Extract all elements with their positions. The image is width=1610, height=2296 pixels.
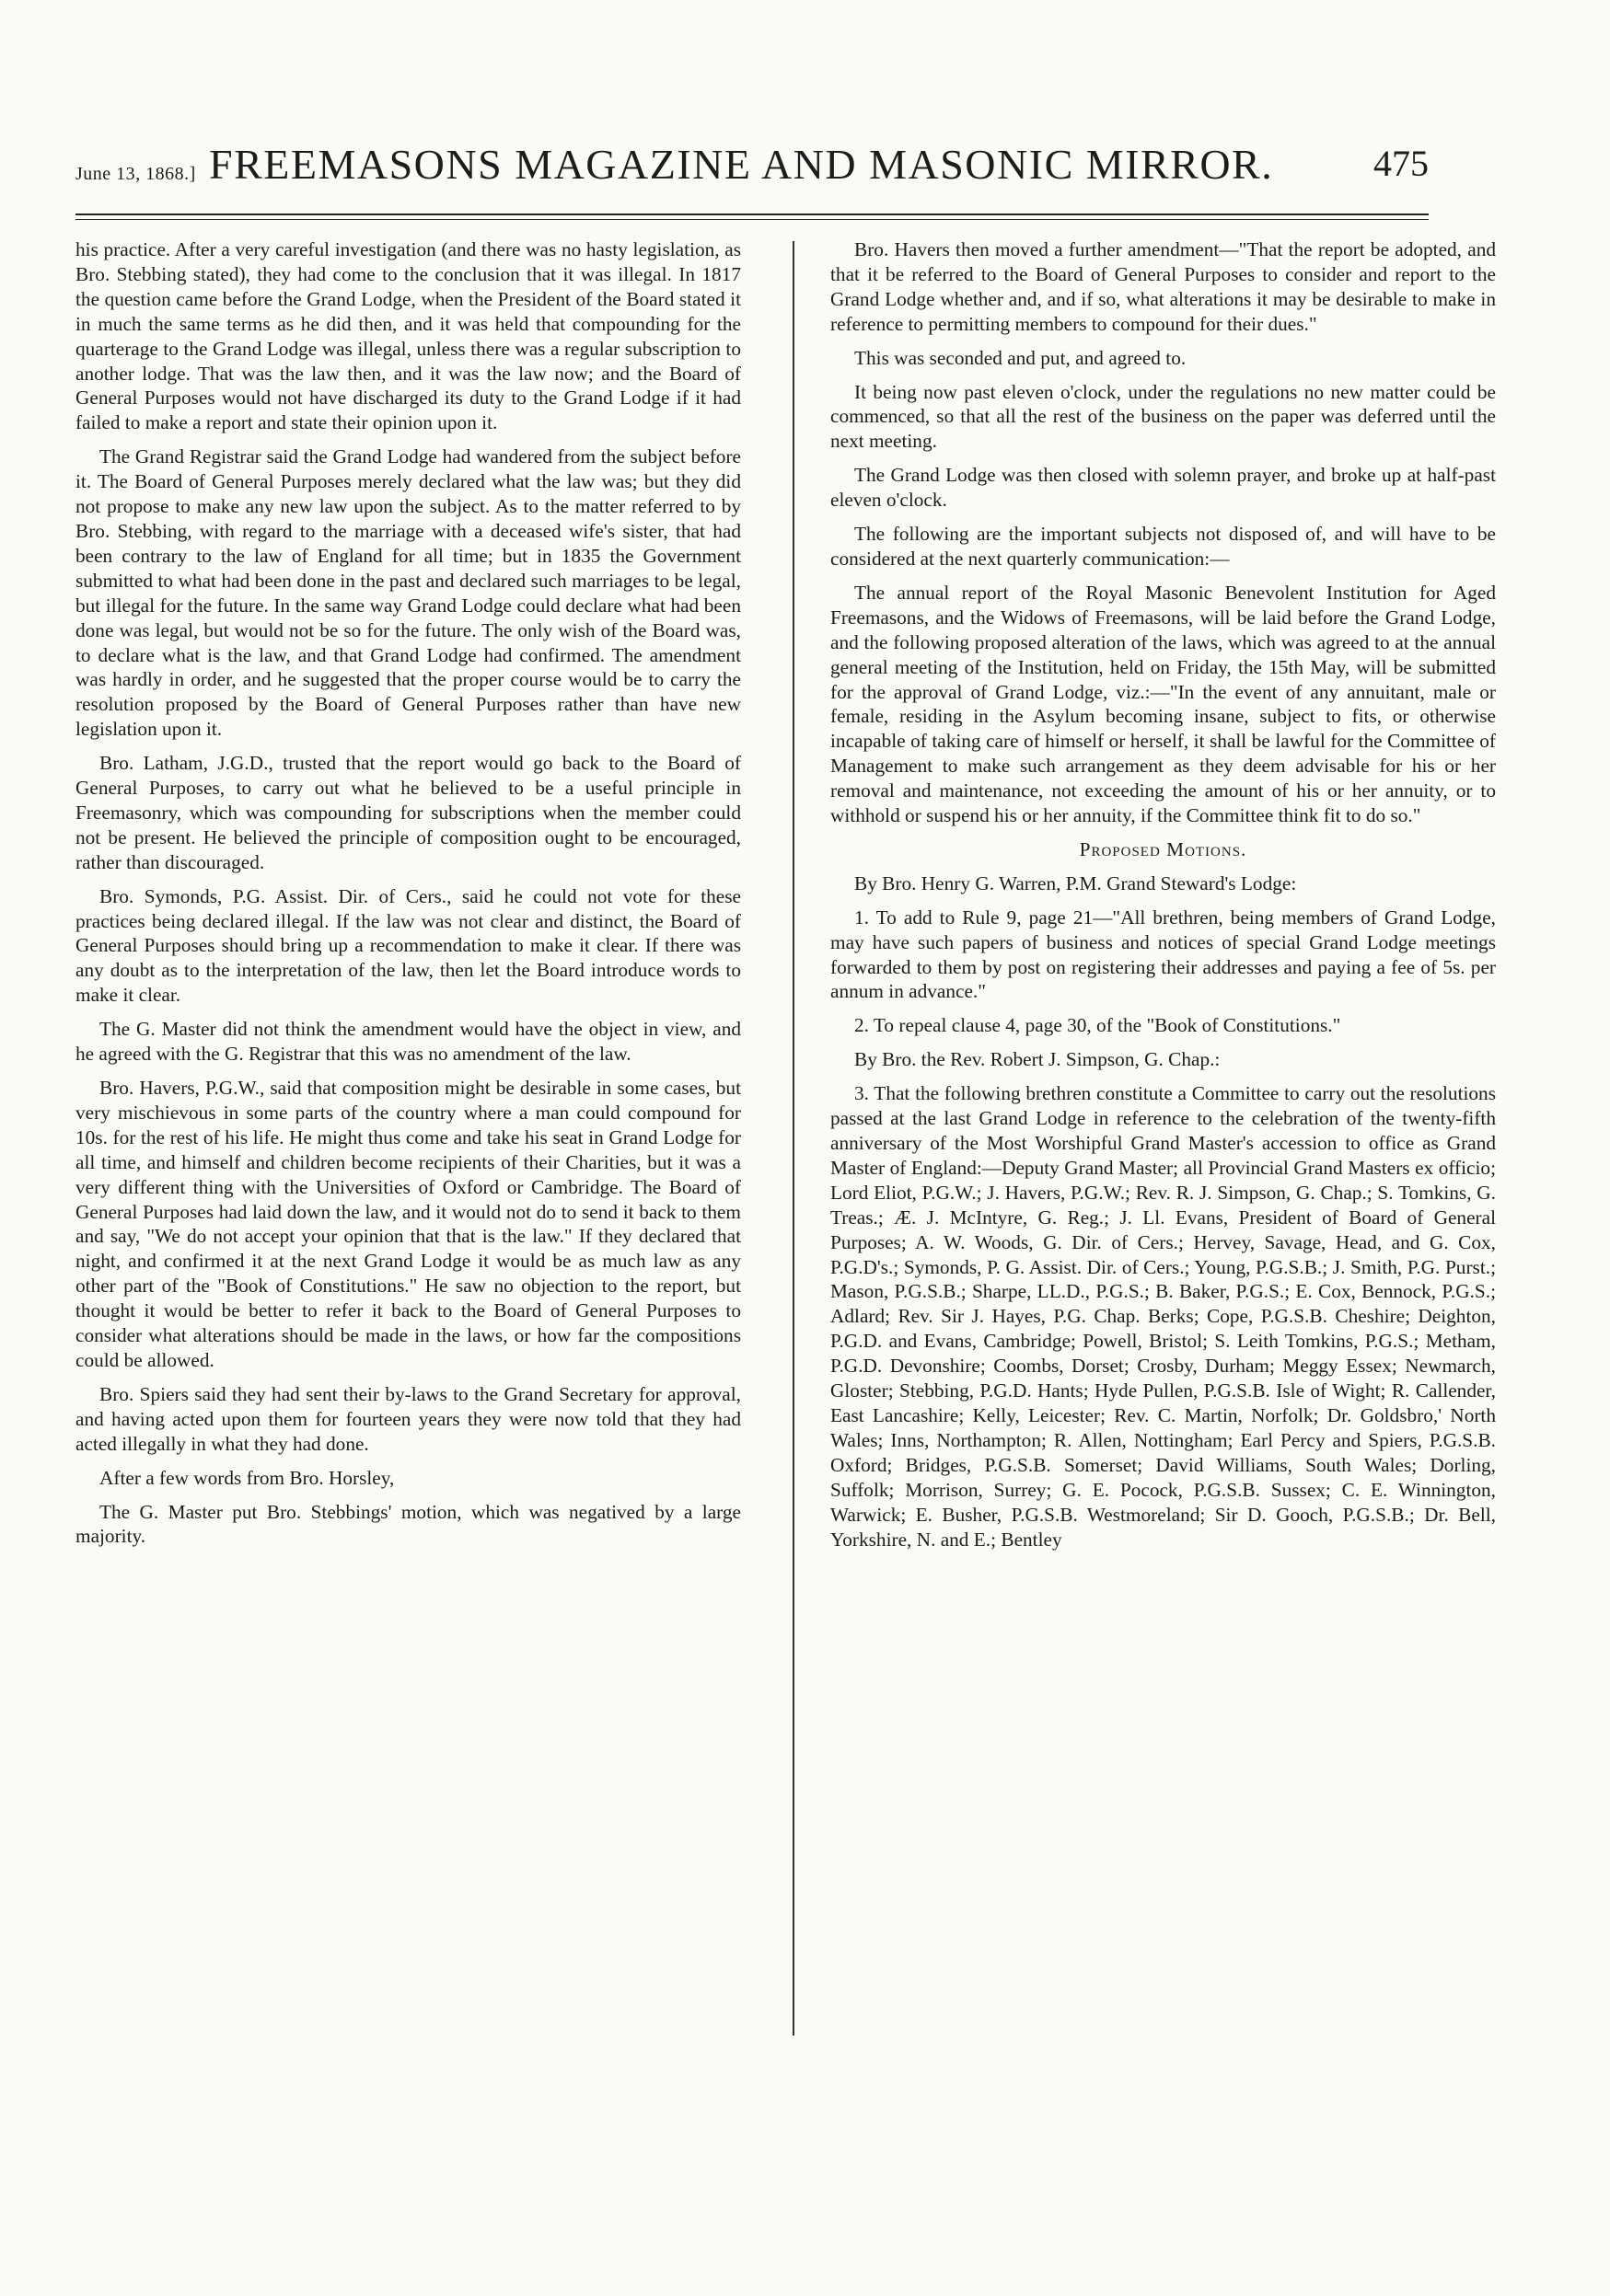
paragraph: The G. Master did not think the amendment would have the object in view, and he agreed with the G. Registrar that this was no amendment of the law. xyxy=(75,1018,741,1066)
paragraph: Bro. Latham, J.G.D., trusted that the report would go back to the Board of General Purposes, to carry out what he believed to be a useful principle in Freemasonry, which was compounding for subscriptions when the member could not be present. He believed the principle of composition ought to be encouraged, rather than discouraged. xyxy=(75,752,741,873)
paragraph: The Grand Registrar said the Grand Lodge had wandered from the subject before it. The Board of General Purposes merely declared what the law was; but they did not propose to make any new law upon the subject. As to the matter referred to by Bro. Stebbing, with regard to the marriage with a deceased wife's sister, that had been contrary to the law of England for all time; but in 1835 the Government submitted to what had been done in the past and declared such marriages to be legal, but illegal for the future. In the same way Grand Lodge could declare what had been done was legal, but would not be so for the future. The only wish of the Board was, to declare what is the law, and that Grand Lodge had confirmed. The amendment was hardly in order, and he suggested that the proper course would be to carry the resolution proposed by the Board of General Purposes rather than have new legislation upon it. xyxy=(75,445,741,741)
paragraph: By Bro. Henry G. Warren, P.M. Grand Steward's Lodge: xyxy=(854,871,1297,894)
header-rule xyxy=(75,213,1429,215)
paragraph: By Bro. the Rev. Robert J. Simpson, G. Chap.: xyxy=(854,1048,1221,1071)
paragraph: 1. To add to Rule 9, page 21—"All brethren, being members of Grand Lodge, may have such papers of business and notices of special Grand Lodge meetings forwarded to them by post on registering their addresses and paying a fee of 5s. per annum in advance." xyxy=(830,906,1496,1003)
page-number: 475 xyxy=(1373,143,1429,184)
page-header xyxy=(75,138,1429,199)
paragraph: Bro. Symonds, P.G. Assist. Dir. of Cers., said he could not vote for these practices being declared illegal. If the law was not clear and distinct, the Board of General Purposes should bring up a recommendation to make it clear. If there was any doubt as to the interpretation of the law, then let the Board introduce words to make it clear. xyxy=(75,884,741,1007)
left-column xyxy=(75,237,741,1558)
column-divider xyxy=(793,241,794,2036)
paragraph: It being now past eleven o'clock, under the regulations no new matter could be commenced, so that all the rest of the business on the paper was deferred until the next meeting. xyxy=(830,380,1496,453)
paragraph: Bro. Spiers said they had sent their by-laws to the Grand Secretary for approval, and having acted upon them for fourteen years they were now told that they had acted illegally in what they had done. xyxy=(75,1382,741,1455)
paragraph: The Grand Lodge was then closed with solemn prayer, and broke up at half-past eleven o'clock. xyxy=(830,464,1496,512)
section-heading: Proposed Motions. xyxy=(1079,837,1247,860)
issue-date: June 13, 1868.] xyxy=(75,164,196,184)
masthead-title: FREEMASONS MAGAZINE AND MASONIC MIRROR. xyxy=(209,141,1274,188)
paragraph: The annual report of the Royal Masonic Benevolent Institution for Aged Freemasons, and the Widows of Freemasons, will be laid before the Grand Lodge, and the following proposed alteration of the laws, which was agreed to at the annual general meeting of the Institution, held on Friday, the 15th May, will be submitted for the approval of Grand Lodge, viz.:—"In the event of any annuitant, male or female, residing in the Asylum becoming insane, subject to fits, or otherwise incapable of taking care of himself or herself, it shall be lawful for the Committee of Management to make such arrangement as they deem advisable for his or her removal and maintenance, not exceeding the amount of his or her annuity, or to withhold or suspend his or her annuity, if the Committee think fit to do so." xyxy=(830,581,1496,827)
paragraph: After a few words from Bro. Horsley, xyxy=(99,1466,395,1489)
paragraph: The G. Master put Bro. Stebbings' motion, which was negatived by a large majority. xyxy=(75,1500,741,1548)
paragraph: Bro. Havers, P.G.W., said that composition might be desirable in some cases, but very mischievous in some parts of the country where a man could compound for 10s. for the rest of his life. He might thus come and take his seat in Grand Lodge for all time, and himself and children become recipients of their Charities, but it was a very different thing with the Universities of Oxford or Cambridge. The Board of General Purposes had laid down the law, and it would not do to send it back to them and say, "We do not accept your opinion that that is the law." If they declared that night, and confirmed it at the next Grand Lodge it would be as much law as any other part of the "Book of Constitutions." He saw no objection to the report, but thought it would be better to refer it back to the Board of General Purposes to consider what alterations should be made in the laws, or how far the compositions could be allowed. xyxy=(75,1077,741,1371)
paragraph: Bro. Havers then moved a further amendment—"That the report be adopted, and that it be referred to the Board of General Purposes to consider and report to the Grand Lodge whether and, and if so, what alterations it may be desirable to make in reference to permitting members to compound for their dues." xyxy=(830,238,1496,335)
right-column xyxy=(830,237,1496,1561)
paragraph: his practice. After a very careful investigation (and there was no hasty legislation, as Bro. Stebbing stated), they had come to the conclusion that it was illegal. In 1817 the question came before the Grand Lodge, when the President of the Board stated it in much the same terms as he did then, and it was held that compounding for the quarterage to the Grand Lodge was illegal, unless there was a regular subscription to another lodge. That was the law then, and it was the law now; and the Board of General Purposes would not have discharged its duty to the Grand Lodge if it had failed to make a report and state their opinion upon it. xyxy=(75,238,741,434)
header-rule-thin xyxy=(75,219,1429,220)
paragraph: 3. That the following brethren constitute a Committee to carry out the resolutions passed at the last Grand Lodge in reference to the celebration of the twenty-fifth anniversary of the Most Worshipful Grand Master's accession to office as Grand Master of England:—Deputy Grand Master; all Provincial Grand Masters ex officio; Lord Eliot, P.G.W.; J. Havers, P.G.W.; Rev. R. J. Simpson, G. Chap.; S. Tomkins, G. Treas.; Æ. J. McIntyre, G. Reg.; J. Ll. Evans, President of Board of General Purposes; A. W. Woods, G. Dir. of Cers.; Hervey, Savage, Head, and G. Cox, P.G.D's.; Symonds, P. G. Assist. Dir. of Cers.; Young, P.G.S.B.; J. Smith, P.G. Purst.; Mason, P.G.S.B.; Sharpe, LL.D., P.G.S.; B. Baker, P.G.S.; E. Cox, Bennock, P.G.S.; Adlard; Rev. Sir J. Hayes, P.G. Chap. Berks; Cope, P.G.S.B. Cheshire; Deighton, P.G.D. and Evans, Cambridge; Powell, Bristol; S. Leith Tomkins, P.G.S.; Metham, P.G.D. Devonshire; Coombs, Dorset; Crosby, Durham; Meggy Essex; Newmarch, Gloster; Stebbing, P.G.D. Hants; Hyde Pullen, P.G.S.B. Isle of Wight; R. Callender, East Lancashire; Kelly, Leicester; Rev. C. Martin, Norfolk; Dr. Goldsbro,' North Wales; Inns, Northampton; R. Allen, Nottingham; Earl Percy and Spiers, P.G.S.B. Oxford; Bridges, P.G.S.B. Somerset; David Williams, South Wales; Dorling, Suffolk; Morrison, Surrey; G. E. Pocock, P.G.S.B. Sussex; C. E. Winnington, Warwick; E. Busher, P.G.S.B. Westmoreland; Sir D. Gooch, P.G.S.B.; Dr. Bell, Yorkshire, N. and E.; Bentley xyxy=(830,1082,1496,1551)
paragraph: 2. To repeal clause 4, page 30, of the "Book of Constitutions." xyxy=(854,1014,1341,1037)
paragraph: The following are the important subjects not disposed of, and will have to be considered at the next quarterly communication:— xyxy=(830,523,1496,570)
paragraph: This was seconded and put, and agreed to. xyxy=(854,346,1187,369)
